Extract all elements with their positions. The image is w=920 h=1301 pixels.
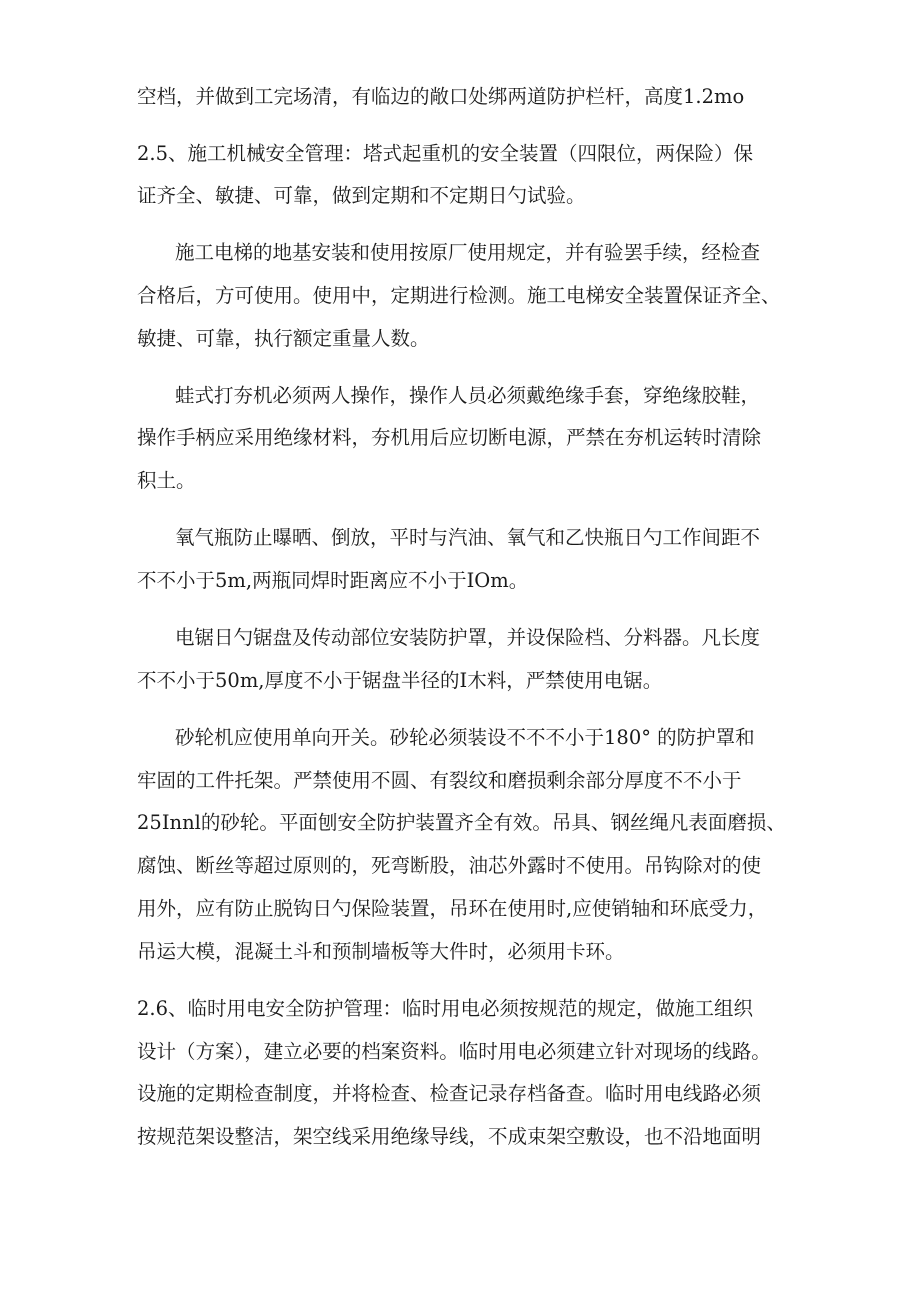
text-line: 操作手柄应采用绝缘材料，夯机用后应切断电源，严禁在夯机运转时清除 <box>137 426 762 449</box>
text-line: 吊运大模，混凝土斗和预制墙板等大件时，必须用卡环。 <box>137 940 625 963</box>
text-line: 氧气瓶防止曝晒、倒放，平时与汽油、氧气和乙快瓶日勺工作间距不 <box>175 526 761 549</box>
text-line: 蛙式打夯机必须两人操作，操作人员必须戴绝缘手套，穿绝缘胶鞋， <box>175 384 761 407</box>
text-line: 不不小于5m,两瓶同焊时距离应不小于IOm。 <box>137 569 529 592</box>
text-line: 证齐全、敏捷、可靠，做到定期和不定期日勺试验。 <box>137 184 586 207</box>
text-line: 牢固的工件托架。严禁使用不圆、有裂纹和磨损剩余部分厚度不不小于 <box>137 769 742 792</box>
text-line: 积土。 <box>137 469 196 492</box>
text-line: 2.6、临时用电安全防护管理：临时用电必须按规范的规定，做施工组织 <box>137 997 754 1020</box>
text-line: 按规范架设整洁，架空线采用绝缘导线，不成束架空敷设，也不沿地面明 <box>137 1125 762 1148</box>
text-line: 腐蚀、断丝等超过原则的，死弯断股，油芯外露时不使用。吊钩除对的使 <box>137 854 762 877</box>
text-line: 25Innl的砂轮。平面刨安全防护装置齐全有效。吊具、钢丝绳凡表面磨损、 <box>137 811 786 834</box>
text-line: 不不小于50m,厚度不小于锯盘半径的I木料，严禁使用电锯。 <box>137 669 663 692</box>
text-line: 施工电梯的地基安装和使用按原厂使用规定，并有验罢手续，经检查 <box>175 241 761 264</box>
text-line: 砂轮机应使用单向开关。砂轮必须装设不不不小于180° 的防护罩和 <box>175 726 755 749</box>
text-line: 2.5、施工机械安全管理：塔式起重机的安全装置（四限位，两保险）保 <box>137 142 754 165</box>
text-line: 用外，应有防止脱钩日勺保险装置，吊环在使用时,应使销轴和环底受力， <box>137 897 768 920</box>
text-line: 设计（方案），建立必要的档案资料。临时用电必须建立针对现场的线路。 <box>137 1040 771 1063</box>
text-line: 合格后，方可使用。使用中，定期进行检测。施工电梯安全装置保证齐全、 <box>137 284 781 307</box>
text-line: 空档，并做到工完场清，有临边的敞口处绑两道防护栏杆，高度1.2mo <box>137 85 745 108</box>
text-line: 敏捷、可靠，执行额定重量人数。 <box>137 327 430 350</box>
text-line: 设施的定期检查制度，并将检查、检查记录存档备查。临时用电线路必须 <box>137 1082 762 1105</box>
text-line: 电锯日勺锯盘及传动部位安装防护罩，并设保险档、分料器。凡长度 <box>175 626 761 649</box>
